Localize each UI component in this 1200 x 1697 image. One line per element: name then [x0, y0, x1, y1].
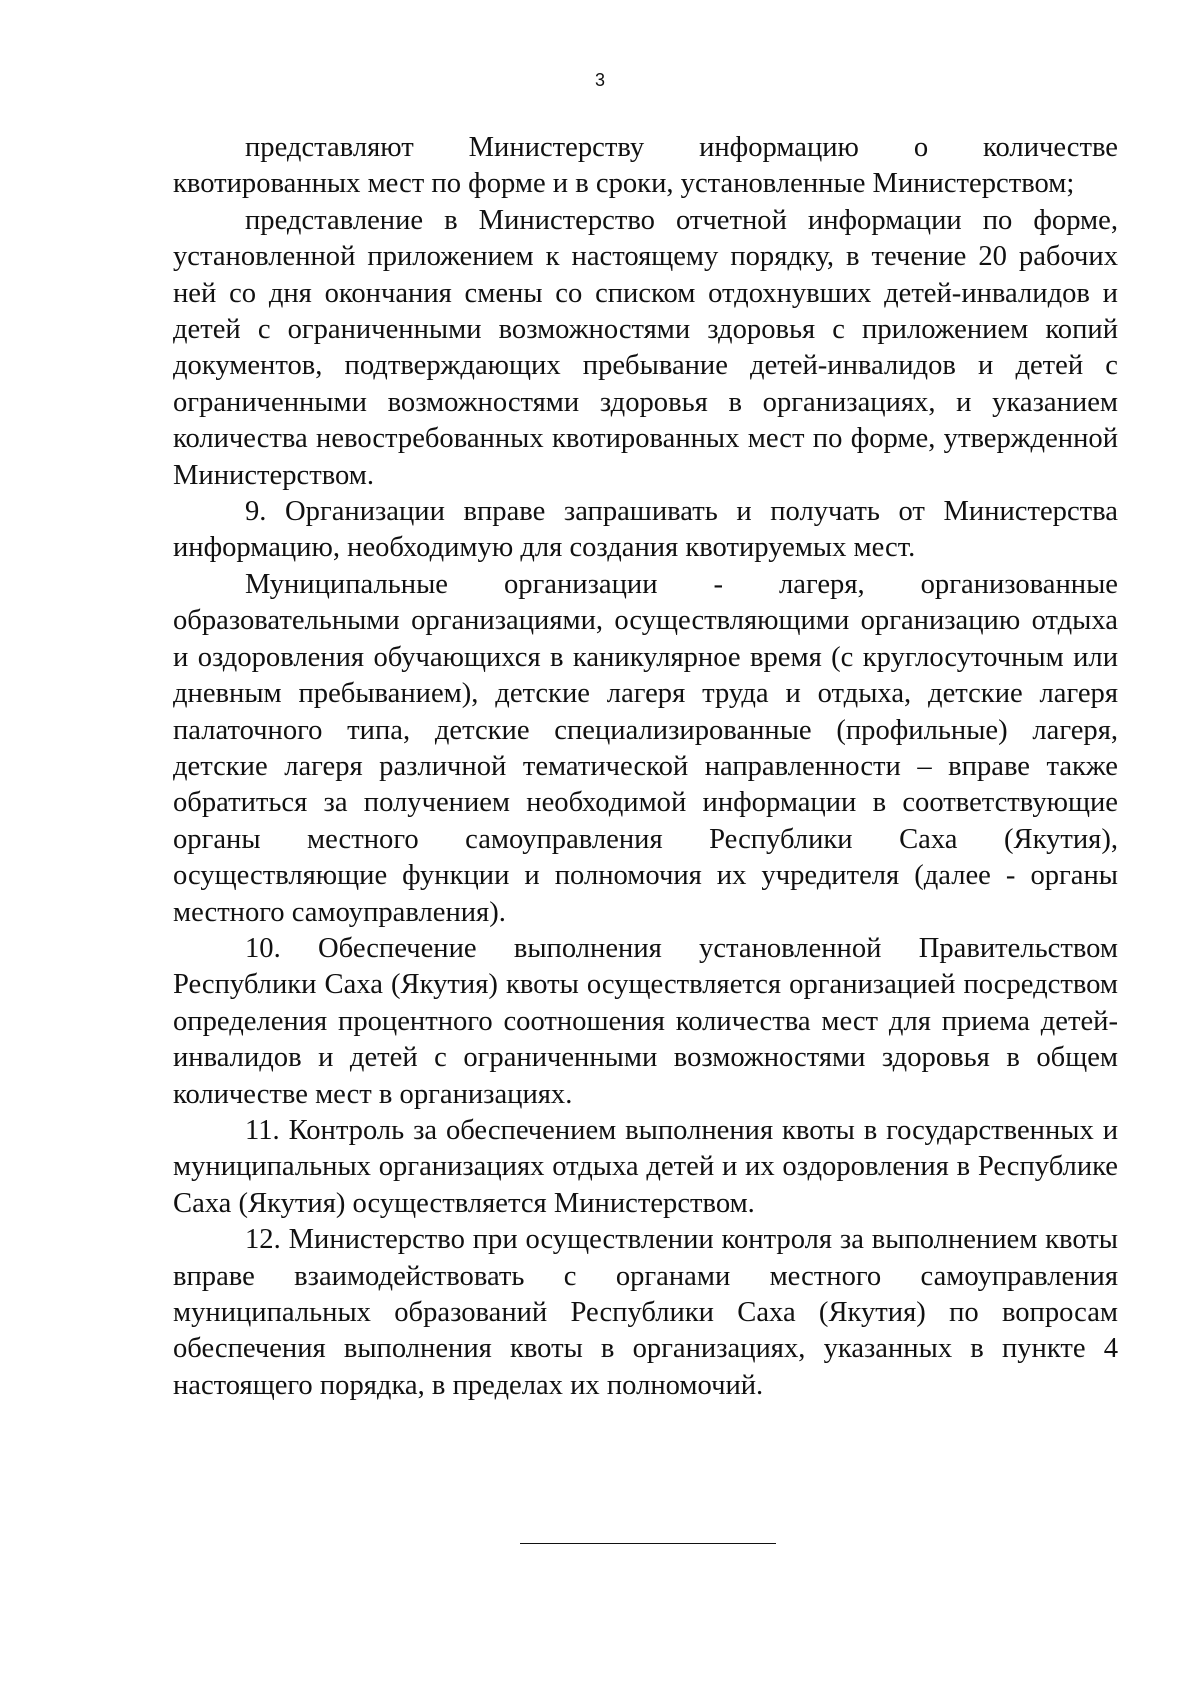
paragraph-item-12: 12. Министерство при осуществлении контроля за выполнением квоты вправе взаимодействовать с органами местного самоуправления муниципальных образований Республики Саха (Якутия) по вопросам обеспечения выполнения квоты в организациях, указанных в пункте 4 настоящего порядка, в пределах их полномочий.: [173, 1224, 1118, 1401]
paragraph-item-9: 9. Организации вправе запрашивать и получать от Министерства информацию, необходимую для создания квотируемых мест.: [173, 496, 1118, 564]
paragraph-item-10: 10. Обеспечение выполнения установленной Правительством Республики Саха (Якутия) квоты осуществляется организацией посредством определения процентного соотношения количества мест для приема детей-инвалидов и детей с ограниченными возможностями здоровья в общем количестве мест в организациях.: [173, 932, 1118, 1110]
paragraph-reporting: представление в Министерство отчетной информации по форме, установленной приложением к настоящему порядку, в течение 20 рабочих ней со дня окончания смены со списком отдохнувших детей-инвалидов и детей с ограниченными возможностями здоровья с приложением копий документов, подтверждающих пребывание детей-инвалидов и детей с ограниченными возможностями здоровья в организациях, и указанием количества невостребованных квотированных мест по форме, утвержденной Министерством.: [173, 204, 1118, 491]
page-number: 3: [594, 70, 605, 90]
document-body: [173, 130, 1118, 1404]
closing-rule: [520, 1543, 776, 1544]
paragraph-item-11: 11. Контроль за обеспечением выполнения квоты в государственных и муниципальных организациях отдыха детей и их оздоровления в Республике Саха (Якутия) осуществляется Министерством.: [173, 1114, 1118, 1219]
paragraph-quota-info: представляют Министерству информацию о количестве квотированных мест по форме и в сроки, установленные Министерством;: [173, 132, 1118, 200]
paragraph-municipal-camps: Муниципальные организации - лагеря, организованные образовательными организациями, осуществляющими организацию отдыха и оздоровления обучающихся в каникулярное время (с круглосуточным или дневным пребыванием), детские лагеря труда и отдыха, детские лагеря палаточного типа, детские специализированные (профильные) лагеря, детские лагеря различной тематической направленности – вправе также обратиться за получением необходимой информации в соответствующие органы местного самоуправления Республики Саха (Якутия), осуществляющие функции и полномочия их учредителя (далее - органы местного самоуправления).: [173, 568, 1118, 928]
